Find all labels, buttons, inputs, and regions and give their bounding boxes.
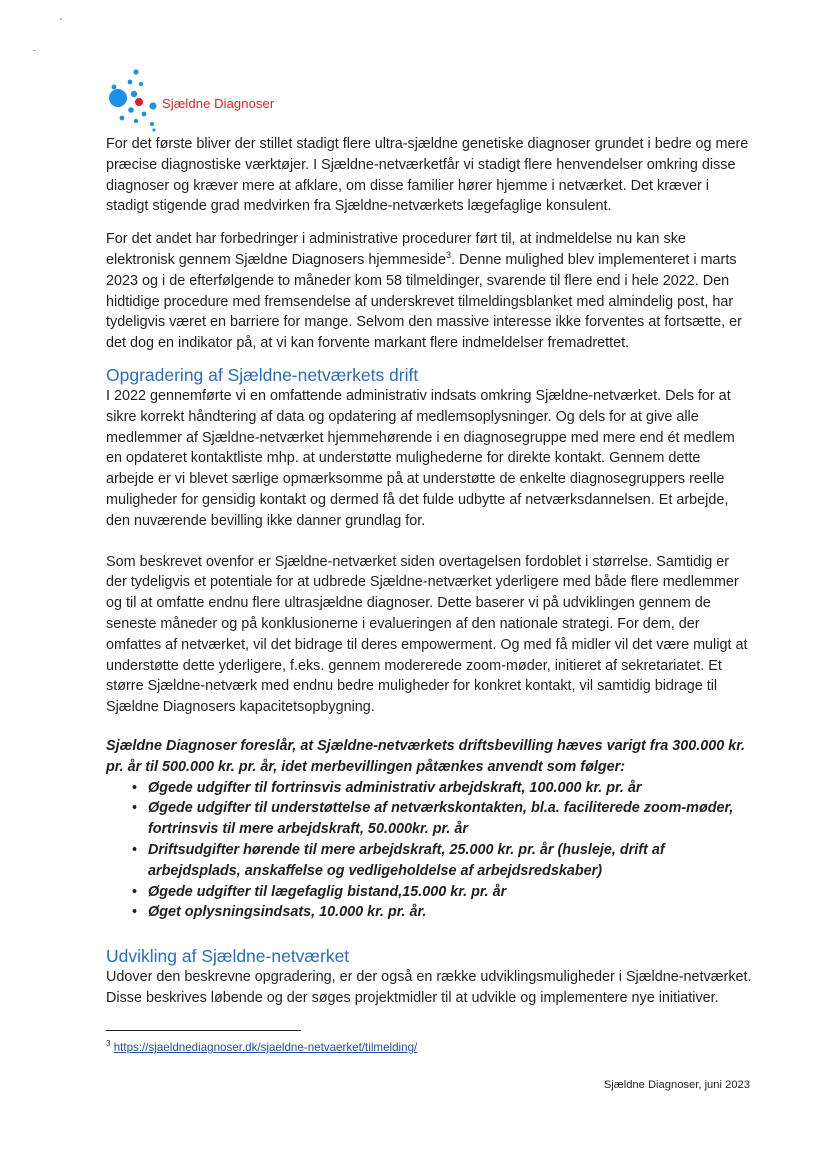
bullet-icon: • xyxy=(132,841,138,858)
list-item: • Øgede udgifter til lægefaglig bistand,15.000 kr. pr. år xyxy=(106,882,752,903)
page-footer: Sjældne Diagnoser, juni 2023 xyxy=(603,1079,750,1091)
list-item: • Driftsudgifter hørende til mere arbejdskraft, 25.000 kr. pr. år (husleje, drift af arbejdsplads, anskaffelse og vedligeholdelse af arbejdsredskaber) xyxy=(132,841,665,879)
logo-text: Sjældne Diagnoser xyxy=(162,96,275,111)
paragraph: I 2022 gennemførte vi en omfattende administrativ indsats omkring Sjældne-netværket. Dels for at sikre korrekt håndtering af data og opdatering af medlemsoplysninger. Og dels for at give alle medlemmer af Sjældne-netværket hjemmehørende i en diagnosegruppe med mere end ét medlem en opdateret kontaktliste mhp. at understøtte mulighederne for direkte kontakt. Gennem dette arbejde er vi blevet særlige opmærksomme på at understøtte de enkelte diagnosegruppers reelle muligheder for gensidig kontakt og dermed få det fulde udbytte af netværksdannelsen. Et arbejde, den nuværende bevilling ikke danner grundlag for. xyxy=(106,387,735,529)
footnote xyxy=(106,1040,417,1056)
logo xyxy=(106,68,306,134)
footnote-ref: 3 xyxy=(445,250,451,261)
section-heading: Opgradering af Sjældne-netværkets drift xyxy=(106,364,419,385)
footnote-divider xyxy=(106,1030,301,1031)
footnote-link[interactable]: https://sjaeldnediagnoser.dk/sjaeldne-netvaerket/tilmelding/ xyxy=(113,1041,418,1054)
paragraph: For det første bliver der stillet stadigt flere ultra-sjældne genetiske diagnoser grundet i bedre og mere præcise diagnostiske værktøjer. I Sjældne-netværketfår vi stadigt flere henvendelser omkring disse diagnoser og kræver mere at afklare, om disse familier hører hjemme i netværket. Det kræver i stadigt stigende grad medvirken fra Sjældne-netværkets lægefaglige konsulent. xyxy=(106,136,749,215)
bullet-icon: • xyxy=(132,904,138,921)
list-item: • Øgede udgifter til understøttelse af netværkskontakten, bl.a. faciliterede zoom-møder, fortrinsvis til mere arbejdskraft, 50.000kr. pr. år xyxy=(132,800,734,838)
paragraph: For det andet har forbedringer i administrative procedurer ført til, at indmeldelse nu kan ske elektronisk gennem Sjældne Diagnosers hjemmeside$^3$. Denne mulighed blev implementeret i marts 2023 og i de efterfølgende to måneder kom 58 tilmeldinger, svarende til flere end i hele 2022. Den hidtidige procedure med fremsendelse af underskrevet tilmeldingsblanket med almindelig post, har tydeligvis været en barriere for mange. Selvom den massive interesse ikke forventes at fortsætte, er det dog en indikator på, at vi kan forvente markant flere indmeldelser fremadrettet. xyxy=(106,231,742,352)
section-heading: Udvikling af Sjældne-netværket xyxy=(106,946,350,967)
bullet-icon: • xyxy=(132,800,138,817)
logo-dots-icon xyxy=(106,68,166,134)
footnote-number: 3 xyxy=(106,1039,111,1049)
list-item: • Øget oplysningsindsats, 10.000 kr. pr. år. xyxy=(106,902,752,923)
document-body xyxy=(106,134,752,1009)
budget-list xyxy=(106,778,752,924)
list-item: • Øgede udgifter til fortrinsvis administrativ arbejdskraft, 100.000 kr. pr. år xyxy=(106,778,752,799)
paragraph: Udover den beskrevne opgradering, er der også en række udviklingsmuligheder i Sjældne-netværket. Disse beskrives løbende og der søges projektmidler til at udvikle og implementere nye initiativer. xyxy=(106,969,752,1006)
bullet-icon: • xyxy=(132,883,138,900)
bullet-icon: • xyxy=(132,779,138,796)
paragraph: Som beskrevet ovenfor er Sjældne-netværket siden overtagelsen fordoblet i størrelse. Samtidig er der tydeligvis et potentiale for at udbrede Sjældne-netværket yderligere med både flere medlemmer og til at omfatte endnu flere ultrasjældne diagnoser. Dette baserer vi på udviklingen gennem de seneste måneder og på konklusionerne i evalueringen af den nationale strategi. For dem, der omfattes af netværket, vil det bidrage til deres empowerment. Og med få midler vil det være muligt at understøtte dette yderligere, f.eks. gennem modererede zoom-møder, initieret af sekretariatet. Et større Sjældne-netværk med endnu bedre muligheder for konkret kontakt, vil samtidig bidrage til Sjældne Diagnosers kapacitetsopbygning. xyxy=(106,553,748,716)
scan-speck xyxy=(33,50,36,51)
scan-speck xyxy=(60,18,62,20)
proposal-text: Sjældne Diagnoser foreslår, at Sjældne-netværkets driftsbevilling hæves varigt fra 300.000 kr. pr. år til 500.000 kr. pr. år, idet merbevillingen påtænkes anvendt som følger: xyxy=(106,737,746,775)
